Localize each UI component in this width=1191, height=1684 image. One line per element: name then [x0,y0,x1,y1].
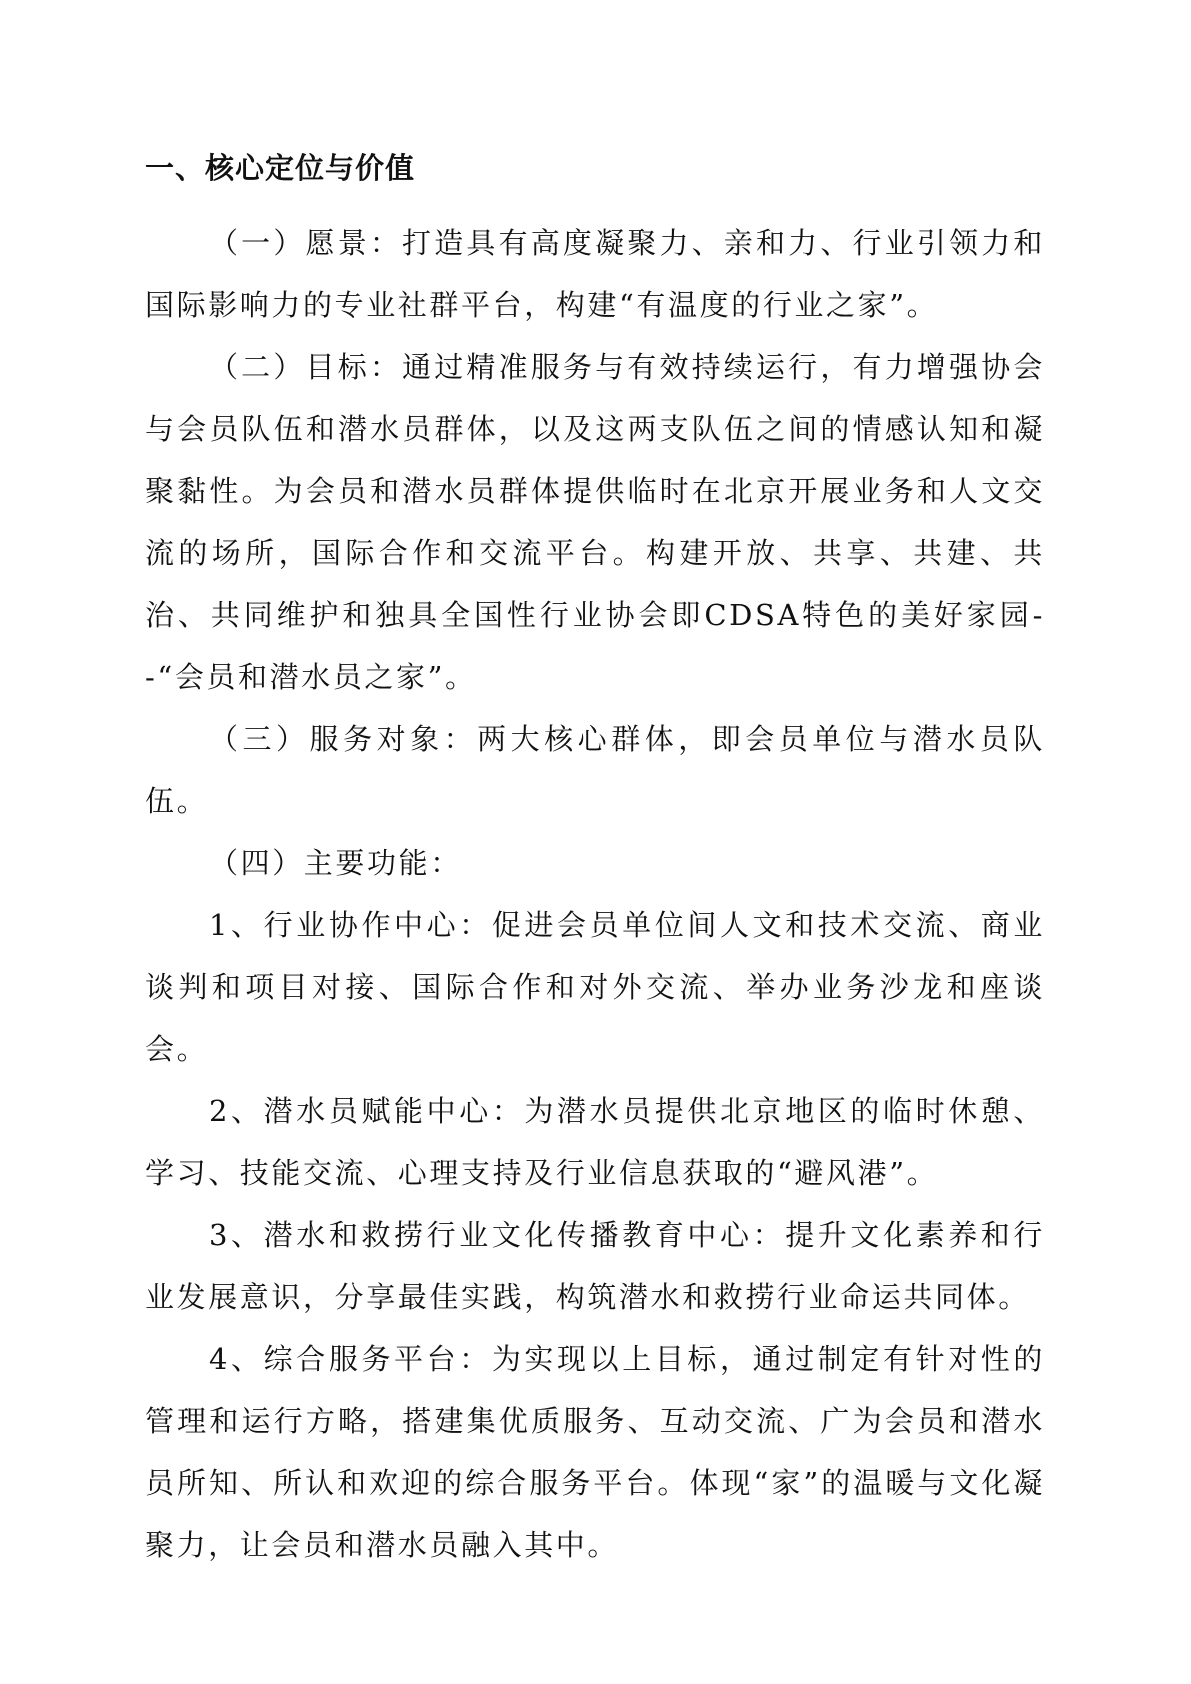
section-heading: 一、核心定位与价值 [145,151,416,185]
paragraph-function-4: 4、综合服务平台：为实现以上目标，通过制定有针对性的管理和运行方略，搭建集优质服务、互动交流、广为会员和潜水员所知、所认和欢迎的综合服务平台。体现“家”的温暖与文化凝聚力，让会员和潜水员融入其中。 [145,1342,1045,1562]
paragraph-function-2: 2、潜水员赋能中心：为潜水员提供北京地区的临时休憩、学习、技能交流、心理支持及行业信息获取的“避风港”。 [145,1094,1045,1190]
paragraph-main-functions: （四）主要功能： [209,846,462,880]
paragraph-function-3: 3、潜水和救捞行业文化传播教育中心：提升文化素养和行业发展意识，分享最佳实践，构筑潜水和救捞行业命运共同体。 [145,1218,1045,1314]
paragraph-function-1: 1、行业协作中心：促进会员单位间人文和技术交流、商业谈判和项目对接、国际合作和对外交流、举办业务沙龙和座谈会。 [145,908,1045,1066]
paragraph-goal: （二）目标：通过精准服务与有效持续运行，有力增强协会与会员队伍和潜水员群体，以及这两支队伍之间的情感认知和凝聚黏性。为会员和潜水员群体提供临时在北京开展业务和人文交流的场所，国际合作和交流平台。构建开放、共享、共建、共治、共同维护和独具全国性行业协会即CDSA特色的美好家园--“会员和潜水员之家”。 [145,350,1045,694]
paragraph-vision: （一）愿景：打造具有高度凝聚力、亲和力、行业引领力和国际影响力的专业社群平台，构建“有温度的行业之家”。 [145,226,1045,322]
paragraph-service-target: （三）服务对象：两大核心群体，即会员单位与潜水员队伍。 [145,722,1045,818]
document-body [145,148,1045,1576]
